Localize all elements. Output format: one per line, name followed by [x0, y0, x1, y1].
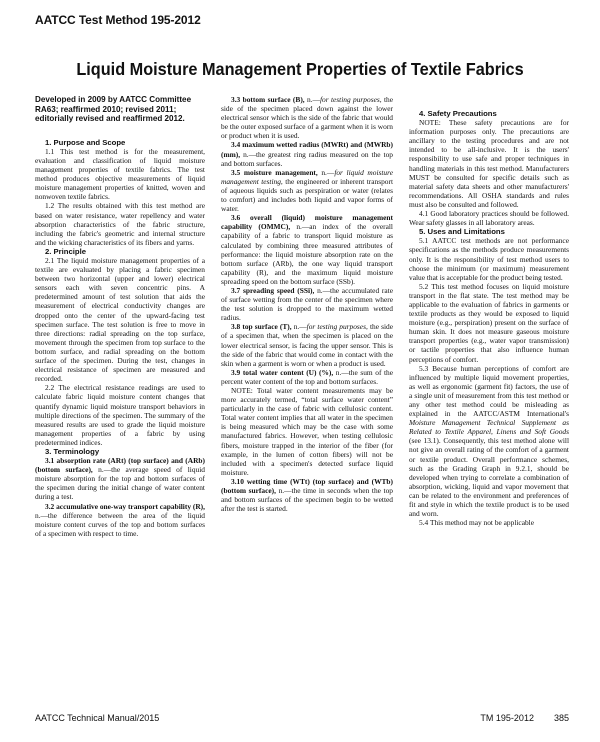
footer-page-info [480, 713, 569, 723]
paragraph-5-4: 5.4 This method may not be applicable [419, 518, 535, 528]
paragraph-2-2: 2.2 The electrical resistance readings are used to calculate fabric liquid moisture content changes that quantify dynamic liquid moisture transport behaviors in multiple directions of the specimen. The summary of the measured results are used to grade the liquid moisture management properties of a fabric by using predetermined indices. [35, 383, 205, 447]
section-heading-safety: 4. Safety Precautions [419, 109, 497, 118]
term-context: for testing purposes, [306, 322, 368, 332]
section-heading-purpose: 1. Purpose and Scope [45, 137, 126, 147]
term-definition: n.—the difference between the area of the liquid moisture content curves of the top and bottom surfaces of a specimen with respect to time. [35, 510, 205, 538]
term-lead: n.— [291, 322, 307, 332]
term-label: 3.7 spreading speed (SSi), [231, 285, 315, 295]
term-3-8 [221, 322, 393, 367]
term-lead: n.— [317, 167, 335, 177]
term-3-6 [221, 213, 393, 286]
section-heading-principle: 2. Principle [45, 246, 87, 256]
paragraph-5-2: 5.2 This test method focuses on liquid moisture transport in the flat state. The test method may be applicable to the evaluation of fabrics in garments or textile products as they would be exposed to liquid moisture (e.g., perspiration) present on the surface of human skin. It does not measure gaseous moisture transport properties (e.g., water vapor transmission) or tactile properties that also influence human perceptions of comfort. [409, 281, 569, 364]
term-3-3 [221, 95, 393, 140]
term-label: 3.4 maximum wetted radius (MWRt) and (MWRb) (mm), [221, 140, 393, 159]
term-definition: n.—an index of the overall capability of a fabric to transport liquid moisture as calculated by combining three measured attributes of performance: the liquid moisture absorption rate on the bottom surface (ARb), the one way liquid transport capability (R), and the maximum liquid moisture spreading speed on the bottom surface (SSb). [221, 222, 393, 286]
term-3-10 [221, 477, 393, 513]
paragraph-1-1: 1.1 This test method is for the measurement, evaluation and classification of liquid moisture management properties of textile fabrics. The test method produces objective measurements of liquid moisture management properties of knitted, woven and nonwoven textile fabrics. [35, 146, 205, 202]
paragraph-2-1: 2.1 The liquid moisture management properties of a textile are evaluated by placing a fabric specimen between two horizontal (upper and lower) electrical sensors each with seven concentric pins. A predetermined amount of test solution that aids the measurement of electrical conductivity changes are dropped onto the center of the upward-facing test specimen surface. The test solution is free to move in three directions: radial spreading on the top surface, movement through the specimen from top surface to the bottom surface, and radial spreading on the bottom surface of the specimen. During the test, changes in electrical resistance of specimen are measured and recorded. [35, 256, 205, 384]
page-number: 385 [553, 713, 569, 723]
term-lead: n.— [304, 95, 320, 104]
paragraph-5-3-text-cont: (see 13.1). Consequently, this test method alone will not give an overall rating of the comfort of a garment or textile product. Overall performance schemes, such as the Grading Graph in 9.2.1, should be developed when trying to correlate a combination of absorption, wicking, liquid and vapor movement that can be related to the environment and preferences of fit and style in which the textile product is to be used and worn. [409, 436, 569, 519]
paragraph-1-2: 1.2 The results obtained with this test method are based on water resistance, water repellency and water absorption characteristics of the fabric structure, including the fabric's geometric and internal structure and the wicking characteristics of its fibers and yarns. [35, 201, 205, 247]
term-label: 3.6 overall (liquid) moisture management capability (OMMC), [221, 213, 393, 232]
term-label: 3.9 total water content (U) (%), [231, 367, 334, 377]
term-definition: n.—the time in seconds when the top and bottom surfaces of the specimen begin to be wetted after the test is started. [221, 486, 393, 514]
term-label: 3.1 absorption rate (ARt) (top surface) and (ARb) (bottom surface), [35, 456, 205, 475]
document-title: Liquid Moisture Management Properties of Textile Fabrics [76, 59, 524, 79]
term-3-7 [221, 286, 393, 322]
column-right [409, 95, 569, 527]
terminology-note: NOTE: Total water content measurements may be more accurately termed, “total surface water content” particularly in the case of fabric with cellulosic content. Total water content implies that all water in the specimen is being measured which may be the case with some manufactured fabrics. However, when testing cellulosic fibers, moisture trapped in the interior of the fiber (for example, in the lumen of cotton fibers) will not be included with a specimen's detected surface liquid moisture. [221, 386, 393, 477]
paragraph-5-3-text: 5.3 Because human perceptions of comfort are influenced by multiple liquid movement properties, as well as ergonomic (garment fit) factors, the use of a single unit of measurement from this test method or any other test method could be misleading as explained in the AATCC/ASTM International's [409, 363, 569, 419]
development-note: Developed in 2009 by AATCC Committee RA63; reaffirmed 2010; revised 2011; editorially revised and reaffirmed 2012. [35, 95, 192, 124]
term-definition: n.—the greatest ring radius measured on the top and bottom surfaces. [221, 149, 393, 168]
term-context: for testing purposes, [319, 95, 382, 104]
supplement-title: Moisture Management Technical Supplement as Related to Textile Apparel, Linens and Soft Goods [409, 418, 569, 437]
term-3-1 [35, 456, 205, 501]
section-heading-uses: 5. Uses and Limitations [419, 227, 505, 237]
term-definition: the engineered or inherent transport of aqueous liquids such as perspiration or water (relates to comfort) and includes both liquid and vapor forms of water. [221, 176, 394, 214]
footer-doc-id: TM 195-2012 [480, 713, 534, 723]
term-3-9 [221, 368, 393, 386]
paragraph-4-1: 4.1 Good laboratory practices should be followed. Wear safety glasses in all laboratory areas. [409, 209, 569, 228]
term-definition: n.—the accumulated rate of surface wetting from the center of the specimen where the test solution is dropped to the maximum wetted radius. [221, 285, 393, 323]
term-definition: n.—the average speed of liquid moisture absorption for the top and bottom surfaces of the specimen during the initial change of water content during a test. [35, 465, 205, 502]
term-3-5 [221, 168, 393, 213]
paragraph-5-1: 5.1 AATCC test methods are not performance specifications as the methods produce measurements only. It is the responsibility of test method users to choose the minimum (or maximum) measurement value that is acceptable for the product being tested. [409, 236, 569, 282]
term-label: 3.2 accumulative one-way transport capability (R), [45, 501, 205, 511]
column-left [35, 95, 205, 538]
term-label: 3.5 moisture management, [231, 167, 318, 177]
safety-note: NOTE: These safety precautions are for information purposes only. The precautions are ancillary to the testing procedures and are not intended to be all-inclusive. It is the users' responsibility to use safe and proper techniques in handling materials in this test method. Manufacturers MUST be consulted for specific details such as material safety data sheets and other manufacturers' recommendations. All OSHA standards and rules must also be consulted and followed. [409, 118, 569, 209]
term-3-4 [221, 140, 393, 167]
term-definition: the side of a specimen that, when the specimen is placed on the lower electrical sensor, is facing the upper sensor. This is the side of the fabric that would come in contact with the skin when a garment is worn or when a product is used. [221, 322, 394, 368]
term-label: 3.8 top surface (T), [231, 322, 292, 332]
term-label: 3.3 bottom surface (B), [231, 95, 305, 104]
footer-manual: AATCC Technical Manual/2015 [35, 713, 160, 723]
term-definition: the side of the specimen placed down against the lower electrical sensor which is the side of the fabric that would be the outer exposed surface of a garment when it is worn or product when it is used. [221, 95, 393, 141]
column-middle [221, 95, 393, 513]
running-header: AATCC Test Method 195-2012 [35, 13, 201, 27]
term-context: for liquid moisture management testing, [221, 167, 394, 186]
paragraph-5-3 [409, 364, 569, 519]
term-label: 3.10 wetting time (WTt) (top surface) and (WTb) (bottom surface), [221, 476, 393, 496]
term-3-2 [35, 502, 205, 538]
term-definition: n.—the sum of the percent water content of the top and bottom surfaces. [221, 367, 394, 386]
section-heading-terminology: 3. Terminology [45, 446, 100, 456]
